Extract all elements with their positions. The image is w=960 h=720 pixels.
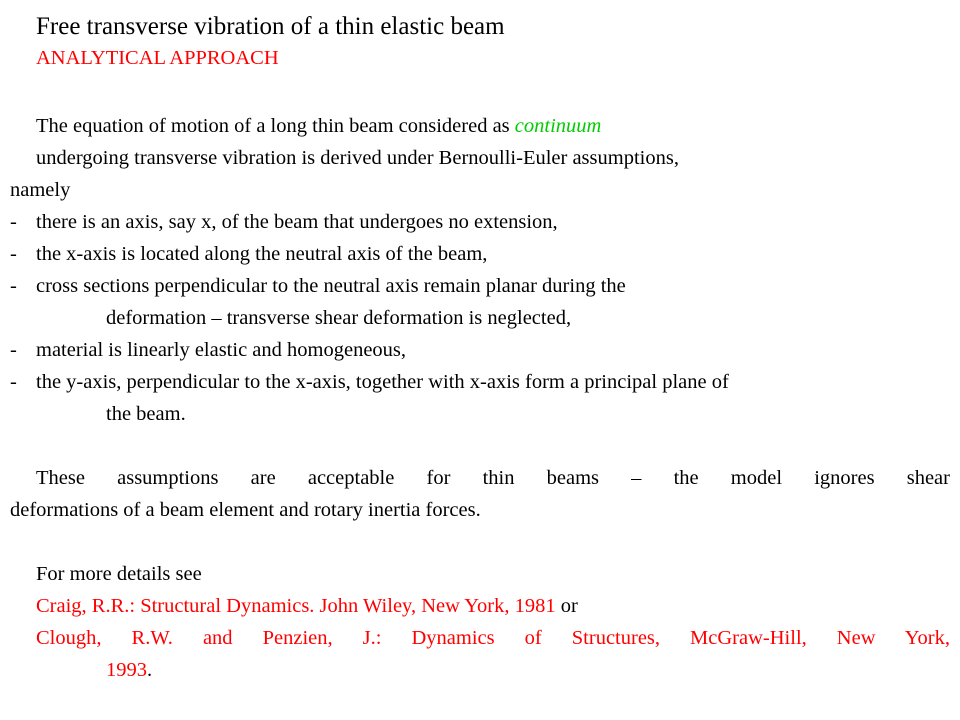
slide-subtitle: ANALYTICAL APPROACH <box>36 47 279 69</box>
assumption-3-text: cross sections perpendicular to the neutral axis remain planar during the <box>36 275 626 297</box>
assumption-5-dash: - <box>10 371 17 393</box>
continuum-emphasis: continuum <box>514 115 602 137</box>
conclusion-line-1-text: These assumptions are acceptable for thin beams – the model ignores shear <box>36 467 950 489</box>
reference-2-line-1[interactable] <box>36 626 950 650</box>
intro-line-3: namely <box>10 179 71 201</box>
slide-title: Free transverse vibration of a thin elastic beam <box>36 13 505 40</box>
intro-line-1 <box>36 114 601 138</box>
reference-2-line-2 <box>106 658 152 682</box>
reference-2-year[interactable]: 1993 <box>106 659 147 681</box>
reference-1 <box>36 594 578 618</box>
reference-2-line-1-text: Clough, R.W. and Penzien, J.: Dynamics of Structures, McGraw-Hill, New York, <box>36 627 950 649</box>
assumption-1-text: there is an axis, say x, of the beam that undergoes no extension, <box>36 211 558 233</box>
assumption-3-continuation: deformation – transverse shear deformation is neglected, <box>106 307 572 329</box>
reference-1-citation[interactable]: Craig, R.R.: Structural Dynamics. John Wiley, New York, 1981 <box>36 595 556 617</box>
assumption-2-text: the x-axis is located along the neutral axis of the beam, <box>36 243 488 265</box>
references-intro: For more details see <box>36 563 202 585</box>
conclusion-line-2: deformations of a beam element and rotary inertia forces. <box>10 499 481 521</box>
assumption-3-dash: - <box>10 275 17 297</box>
assumption-5-text: the y-axis, perpendicular to the x-axis, together with x-axis form a principal plane of <box>36 371 729 393</box>
assumption-4-dash: - <box>10 339 17 361</box>
reference-1-suffix: or <box>555 595 578 617</box>
assumption-5-continuation: the beam. <box>106 403 186 425</box>
conclusion-line-1 <box>36 466 950 490</box>
intro-line-1-text: The equation of motion of a long thin beam considered as <box>36 115 515 137</box>
assumption-2-dash: - <box>10 243 17 265</box>
assumption-1-dash: - <box>10 211 17 233</box>
reference-2-suffix: . <box>147 659 153 681</box>
intro-line-2: undergoing transverse vibration is derived under Bernoulli-Euler assumptions, <box>36 147 679 169</box>
assumption-4-text: material is linearly elastic and homogeneous, <box>36 339 407 361</box>
